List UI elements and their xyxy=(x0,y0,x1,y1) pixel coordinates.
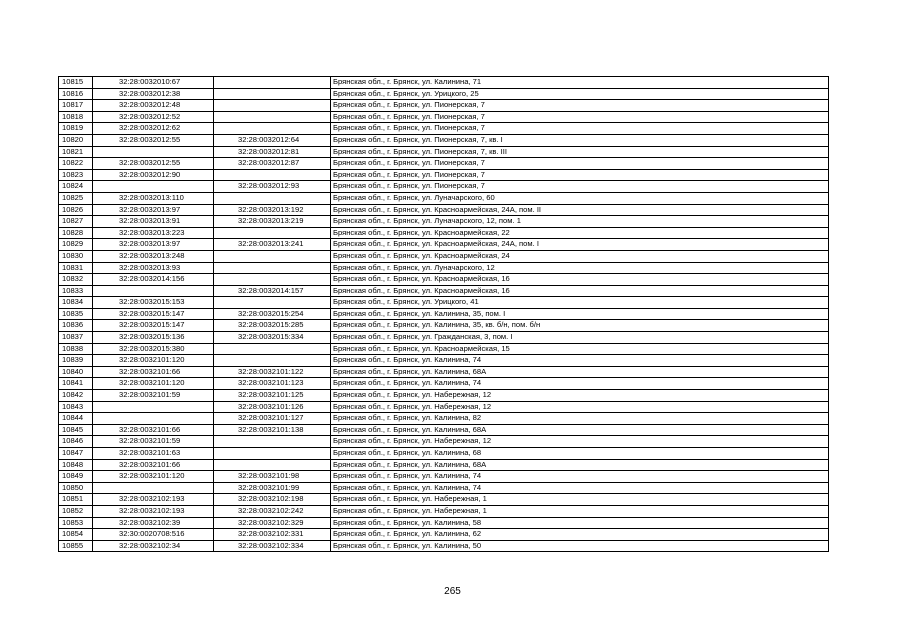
row-number-cell: 10854 xyxy=(59,529,93,541)
cadastral-number-cell: 32:28:0032015:147 xyxy=(93,320,214,332)
table-row xyxy=(59,239,829,251)
address-cell: Брянская обл., г. Брянск, ул. Калинина, 74 xyxy=(331,378,829,390)
table-row xyxy=(59,181,829,193)
row-number-cell: 10830 xyxy=(59,250,93,262)
address-cell: Брянская обл., г. Брянск, ул. Набережная, 12 xyxy=(331,436,829,448)
related-cadastral-number-cell xyxy=(214,169,331,181)
address-cell: Брянская обл., г. Брянск, ул. Калинина, 68А xyxy=(331,424,829,436)
cadastral-number-cell: 32:28:0032013:110 xyxy=(93,192,214,204)
row-number-cell: 10817 xyxy=(59,100,93,112)
table-row xyxy=(59,366,829,378)
table-row xyxy=(59,343,829,355)
table-row xyxy=(59,471,829,483)
related-cadastral-number-cell: 32:28:0032014:157 xyxy=(214,285,331,297)
address-cell: Брянская обл., г. Брянск, ул. Калинина, 68А xyxy=(331,459,829,471)
cadastral-number-cell: 32:28:0032014:156 xyxy=(93,274,214,286)
address-cell: Брянская обл., г. Брянск, ул. Калинина, 71 xyxy=(331,77,829,89)
address-cell: Брянская обл., г. Брянск, ул. Калинина, 68А xyxy=(331,366,829,378)
row-number-cell: 10832 xyxy=(59,274,93,286)
row-number-cell: 10822 xyxy=(59,158,93,170)
address-cell: Брянская обл., г. Брянск, ул. Красноармейская, 24А, пом. II xyxy=(331,204,829,216)
address-cell: Брянская обл., г. Брянск, ул. Пионерская, 7 xyxy=(331,181,829,193)
address-cell: Брянская обл., г. Брянск, ул. Пионерская, 7 xyxy=(331,111,829,123)
table-row xyxy=(59,308,829,320)
cadastral-number-cell: 32:28:0032102:193 xyxy=(93,494,214,506)
related-cadastral-number-cell: 32:28:0032013:192 xyxy=(214,204,331,216)
row-number-cell: 10829 xyxy=(59,239,93,251)
row-number-cell: 10820 xyxy=(59,134,93,146)
related-cadastral-number-cell xyxy=(214,111,331,123)
table-row xyxy=(59,250,829,262)
row-number-cell: 10855 xyxy=(59,540,93,552)
row-number-cell: 10821 xyxy=(59,146,93,158)
address-cell: Брянская обл., г. Брянск, ул. Красноармейская, 24А, пом. I xyxy=(331,239,829,251)
row-number-cell: 10846 xyxy=(59,436,93,448)
cadastral-number-cell: 32:28:0032015:136 xyxy=(93,332,214,344)
address-cell: Брянская обл., г. Брянск, ул. Урицкого, 41 xyxy=(331,297,829,309)
table-row xyxy=(59,424,829,436)
address-cell: Брянская обл., г. Брянск, ул. Красноармейская, 16 xyxy=(331,274,829,286)
page-number: 265 xyxy=(444,586,461,597)
related-cadastral-number-cell xyxy=(214,448,331,460)
row-number-cell: 10850 xyxy=(59,482,93,494)
table-row xyxy=(59,204,829,216)
cadastral-number-cell: 32:28:0032015:153 xyxy=(93,297,214,309)
related-cadastral-number-cell xyxy=(214,77,331,89)
cadastral-number-cell: 32:28:0032102:193 xyxy=(93,505,214,517)
related-cadastral-number-cell: 32:28:0032102:242 xyxy=(214,505,331,517)
related-cadastral-number-cell xyxy=(214,274,331,286)
related-cadastral-number-cell xyxy=(214,100,331,112)
table-row xyxy=(59,540,829,552)
cadastral-number-cell xyxy=(93,482,214,494)
table-row xyxy=(59,169,829,181)
related-cadastral-number-cell: 32:28:0032101:126 xyxy=(214,401,331,413)
row-number-cell: 10819 xyxy=(59,123,93,135)
row-number-cell: 10853 xyxy=(59,517,93,529)
address-cell: Брянская обл., г. Брянск, ул. Красноармейская, 22 xyxy=(331,227,829,239)
cadastral-number-cell: 32:28:0032101:120 xyxy=(93,355,214,367)
related-cadastral-number-cell: 32:28:0032015:285 xyxy=(214,320,331,332)
cadastral-number-cell: 32:28:0032101:59 xyxy=(93,436,214,448)
related-cadastral-number-cell: 32:28:0032102:329 xyxy=(214,517,331,529)
related-cadastral-number-cell xyxy=(214,436,331,448)
cadastral-number-cell: 32:28:0032013:97 xyxy=(93,204,214,216)
address-cell: Брянская обл., г. Брянск, ул. Луначарского, 12, пом. 1 xyxy=(331,216,829,228)
related-cadastral-number-cell xyxy=(214,343,331,355)
table-body xyxy=(59,77,829,552)
related-cadastral-number-cell: 32:28:0032013:219 xyxy=(214,216,331,228)
address-cell: Брянская обл., г. Брянск, ул. Набережная, 12 xyxy=(331,401,829,413)
cadastral-number-cell: 32:28:0032015:380 xyxy=(93,343,214,355)
address-cell: Брянская обл., г. Брянск, ул. Пионерская, 7 xyxy=(331,158,829,170)
related-cadastral-number-cell xyxy=(214,227,331,239)
row-number-cell: 10831 xyxy=(59,262,93,274)
table-row xyxy=(59,448,829,460)
table-row xyxy=(59,390,829,402)
cadastral-number-cell: 32:28:0032010:67 xyxy=(93,77,214,89)
related-cadastral-number-cell: 32:28:0032101:123 xyxy=(214,378,331,390)
table-row xyxy=(59,134,829,146)
row-number-cell: 10852 xyxy=(59,505,93,517)
cadastral-number-cell: 32:28:0032015:147 xyxy=(93,308,214,320)
row-number-cell: 10828 xyxy=(59,227,93,239)
address-cell: Брянская обл., г. Брянск, ул. Луначарского, 12 xyxy=(331,262,829,274)
related-cadastral-number-cell: 32:28:0032101:98 xyxy=(214,471,331,483)
related-cadastral-number-cell xyxy=(214,250,331,262)
address-cell: Брянская обл., г. Брянск, ул. Калинина, 35, пом. I xyxy=(331,308,829,320)
cadastral-number-cell: 32:28:0032012:90 xyxy=(93,169,214,181)
cadastral-number-cell xyxy=(93,401,214,413)
table-row xyxy=(59,517,829,529)
cadastral-number-cell: 32:28:0032013:93 xyxy=(93,262,214,274)
table-row xyxy=(59,77,829,89)
row-number-cell: 10845 xyxy=(59,424,93,436)
table-row xyxy=(59,88,829,100)
related-cadastral-number-cell: 32:28:0032013:241 xyxy=(214,239,331,251)
related-cadastral-number-cell xyxy=(214,355,331,367)
table-row xyxy=(59,505,829,517)
address-cell: Брянская обл., г. Брянск, ул. Набережная, 1 xyxy=(331,505,829,517)
table-row xyxy=(59,413,829,425)
cadastral-number-cell: 32:28:0032013:248 xyxy=(93,250,214,262)
row-number-cell: 10851 xyxy=(59,494,93,506)
address-cell: Брянская обл., г. Брянск, ул. Набережная, 12 xyxy=(331,390,829,402)
address-cell: Брянская обл., г. Брянск, ул. Калинина, 82 xyxy=(331,413,829,425)
row-number-cell: 10827 xyxy=(59,216,93,228)
related-cadastral-number-cell xyxy=(214,262,331,274)
table-row xyxy=(59,482,829,494)
cadastral-number-cell xyxy=(93,413,214,425)
related-cadastral-number-cell: 32:28:0032101:138 xyxy=(214,424,331,436)
table-row xyxy=(59,216,829,228)
row-number-cell: 10842 xyxy=(59,390,93,402)
related-cadastral-number-cell: 32:28:0032012:64 xyxy=(214,134,331,146)
cadastral-number-cell xyxy=(93,285,214,297)
table-row xyxy=(59,111,829,123)
table-row xyxy=(59,494,829,506)
table-row xyxy=(59,320,829,332)
related-cadastral-number-cell: 32:28:0032101:127 xyxy=(214,413,331,425)
row-number-cell: 10839 xyxy=(59,355,93,367)
table-row xyxy=(59,158,829,170)
cadastral-number-cell: 32:28:0032012:55 xyxy=(93,158,214,170)
table-row xyxy=(59,378,829,390)
table-row xyxy=(59,123,829,135)
table-row xyxy=(59,227,829,239)
address-cell: Брянская обл., г. Брянск, ул. Пионерская, 7 xyxy=(331,169,829,181)
related-cadastral-number-cell: 32:28:0032012:93 xyxy=(214,181,331,193)
related-cadastral-number-cell xyxy=(214,297,331,309)
related-cadastral-number-cell xyxy=(214,192,331,204)
cadastral-number-cell: 32:28:0032012:55 xyxy=(93,134,214,146)
address-cell: Брянская обл., г. Брянск, ул. Пионерская, 7, кв. I xyxy=(331,134,829,146)
row-number-cell: 10837 xyxy=(59,332,93,344)
address-cell: Брянская обл., г. Брянск, ул. Красноармейская, 16 xyxy=(331,285,829,297)
related-cadastral-number-cell: 32:28:0032101:122 xyxy=(214,366,331,378)
related-cadastral-number-cell xyxy=(214,123,331,135)
address-cell: Брянская обл., г. Брянск, ул. Пионерская, 7 xyxy=(331,100,829,112)
cadastral-number-cell: 32:28:0032012:52 xyxy=(93,111,214,123)
cadastral-number-cell: 32:28:0032102:34 xyxy=(93,540,214,552)
related-cadastral-number-cell: 32:28:0032102:331 xyxy=(214,529,331,541)
cadastral-number-cell xyxy=(93,181,214,193)
cadastral-number-cell: 32:28:0032102:39 xyxy=(93,517,214,529)
related-cadastral-number-cell: 32:28:0032015:334 xyxy=(214,332,331,344)
address-cell: Брянская обл., г. Брянск, ул. Гражданская, 3, пом. I xyxy=(331,332,829,344)
related-cadastral-number-cell: 32:28:0032015:254 xyxy=(214,308,331,320)
row-number-cell: 10840 xyxy=(59,366,93,378)
row-number-cell: 10825 xyxy=(59,192,93,204)
cadastral-number-cell: 32:28:0032101:120 xyxy=(93,471,214,483)
related-cadastral-number-cell xyxy=(214,459,331,471)
related-cadastral-number-cell: 32:28:0032101:99 xyxy=(214,482,331,494)
table-row xyxy=(59,297,829,309)
related-cadastral-number-cell: 32:28:0032012:81 xyxy=(214,146,331,158)
address-cell: Брянская обл., г. Брянск, ул. Красноармейская, 24 xyxy=(331,250,829,262)
row-number-cell: 10843 xyxy=(59,401,93,413)
row-number-cell: 10833 xyxy=(59,285,93,297)
row-number-cell: 10847 xyxy=(59,448,93,460)
table-row xyxy=(59,262,829,274)
cadastral-number-cell: 32:28:0032012:48 xyxy=(93,100,214,112)
table-row xyxy=(59,274,829,286)
cadastral-number-cell: 32:28:0032101:120 xyxy=(93,378,214,390)
row-number-cell: 10848 xyxy=(59,459,93,471)
address-cell: Брянская обл., г. Брянск, ул. Калинина, 50 xyxy=(331,540,829,552)
row-number-cell: 10836 xyxy=(59,320,93,332)
cadastral-number-cell: 32:28:0032012:62 xyxy=(93,123,214,135)
address-cell: Брянская обл., г. Брянск, ул. Набережная, 1 xyxy=(331,494,829,506)
address-cell: Брянская обл., г. Брянск, ул. Пионерская, 7 xyxy=(331,123,829,135)
address-cell: Брянская обл., г. Брянск, ул. Калинина, 62 xyxy=(331,529,829,541)
related-cadastral-number-cell: 32:28:0032012:87 xyxy=(214,158,331,170)
table-row xyxy=(59,285,829,297)
cadastral-number-cell: 32:28:0032013:223 xyxy=(93,227,214,239)
address-cell: Брянская обл., г. Брянск, ул. Урицкого, 25 xyxy=(331,88,829,100)
cadastral-number-cell: 32:28:0032101:63 xyxy=(93,448,214,460)
address-cell: Брянская обл., г. Брянск, ул. Пионерская, 7, кв. III xyxy=(331,146,829,158)
cadastral-number-cell: 32:28:0032012:38 xyxy=(93,88,214,100)
address-cell: Брянская обл., г. Брянск, ул. Красноармейская, 15 xyxy=(331,343,829,355)
cadastral-number-cell: 32:30:0020708:516 xyxy=(93,529,214,541)
row-number-cell: 10849 xyxy=(59,471,93,483)
row-number-cell: 10844 xyxy=(59,413,93,425)
address-cell: Брянская обл., г. Брянск, ул. Калинина, 68 xyxy=(331,448,829,460)
table-row xyxy=(59,401,829,413)
table-row xyxy=(59,355,829,367)
related-cadastral-number-cell: 32:28:0032102:334 xyxy=(214,540,331,552)
property-registry-table xyxy=(58,76,829,552)
address-cell: Брянская обл., г. Брянск, ул. Калинина, 74 xyxy=(331,471,829,483)
row-number-cell: 10816 xyxy=(59,88,93,100)
address-cell: Брянская обл., г. Брянск, ул. Калинина, 74 xyxy=(331,355,829,367)
table-row xyxy=(59,100,829,112)
row-number-cell: 10835 xyxy=(59,308,93,320)
address-cell: Брянская обл., г. Брянск, ул. Калинина, 74 xyxy=(331,482,829,494)
cadastral-number-cell: 32:28:0032101:66 xyxy=(93,424,214,436)
table-row xyxy=(59,332,829,344)
row-number-cell: 10841 xyxy=(59,378,93,390)
address-cell: Брянская обл., г. Брянск, ул. Калинина, 58 xyxy=(331,517,829,529)
related-cadastral-number-cell xyxy=(214,88,331,100)
row-number-cell: 10823 xyxy=(59,169,93,181)
cadastral-number-cell: 32:28:0032013:91 xyxy=(93,216,214,228)
cadastral-number-cell: 32:28:0032101:59 xyxy=(93,390,214,402)
table-row xyxy=(59,146,829,158)
address-cell: Брянская обл., г. Брянск, ул. Калинина, 35, кв. б/н, пом. б/н xyxy=(331,320,829,332)
cadastral-number-cell: 32:28:0032013:97 xyxy=(93,239,214,251)
table-row xyxy=(59,459,829,471)
related-cadastral-number-cell: 32:28:0032101:125 xyxy=(214,390,331,402)
cadastral-number-cell: 32:28:0032101:66 xyxy=(93,459,214,471)
row-number-cell: 10824 xyxy=(59,181,93,193)
row-number-cell: 10826 xyxy=(59,204,93,216)
table-row xyxy=(59,192,829,204)
table-row xyxy=(59,436,829,448)
table-row xyxy=(59,529,829,541)
row-number-cell: 10838 xyxy=(59,343,93,355)
cadastral-number-cell: 32:28:0032101:66 xyxy=(93,366,214,378)
related-cadastral-number-cell: 32:28:0032102:198 xyxy=(214,494,331,506)
row-number-cell: 10815 xyxy=(59,77,93,89)
cadastral-number-cell xyxy=(93,146,214,158)
row-number-cell: 10818 xyxy=(59,111,93,123)
address-cell: Брянская обл., г. Брянск, ул. Луначарского, 60 xyxy=(331,192,829,204)
row-number-cell: 10834 xyxy=(59,297,93,309)
